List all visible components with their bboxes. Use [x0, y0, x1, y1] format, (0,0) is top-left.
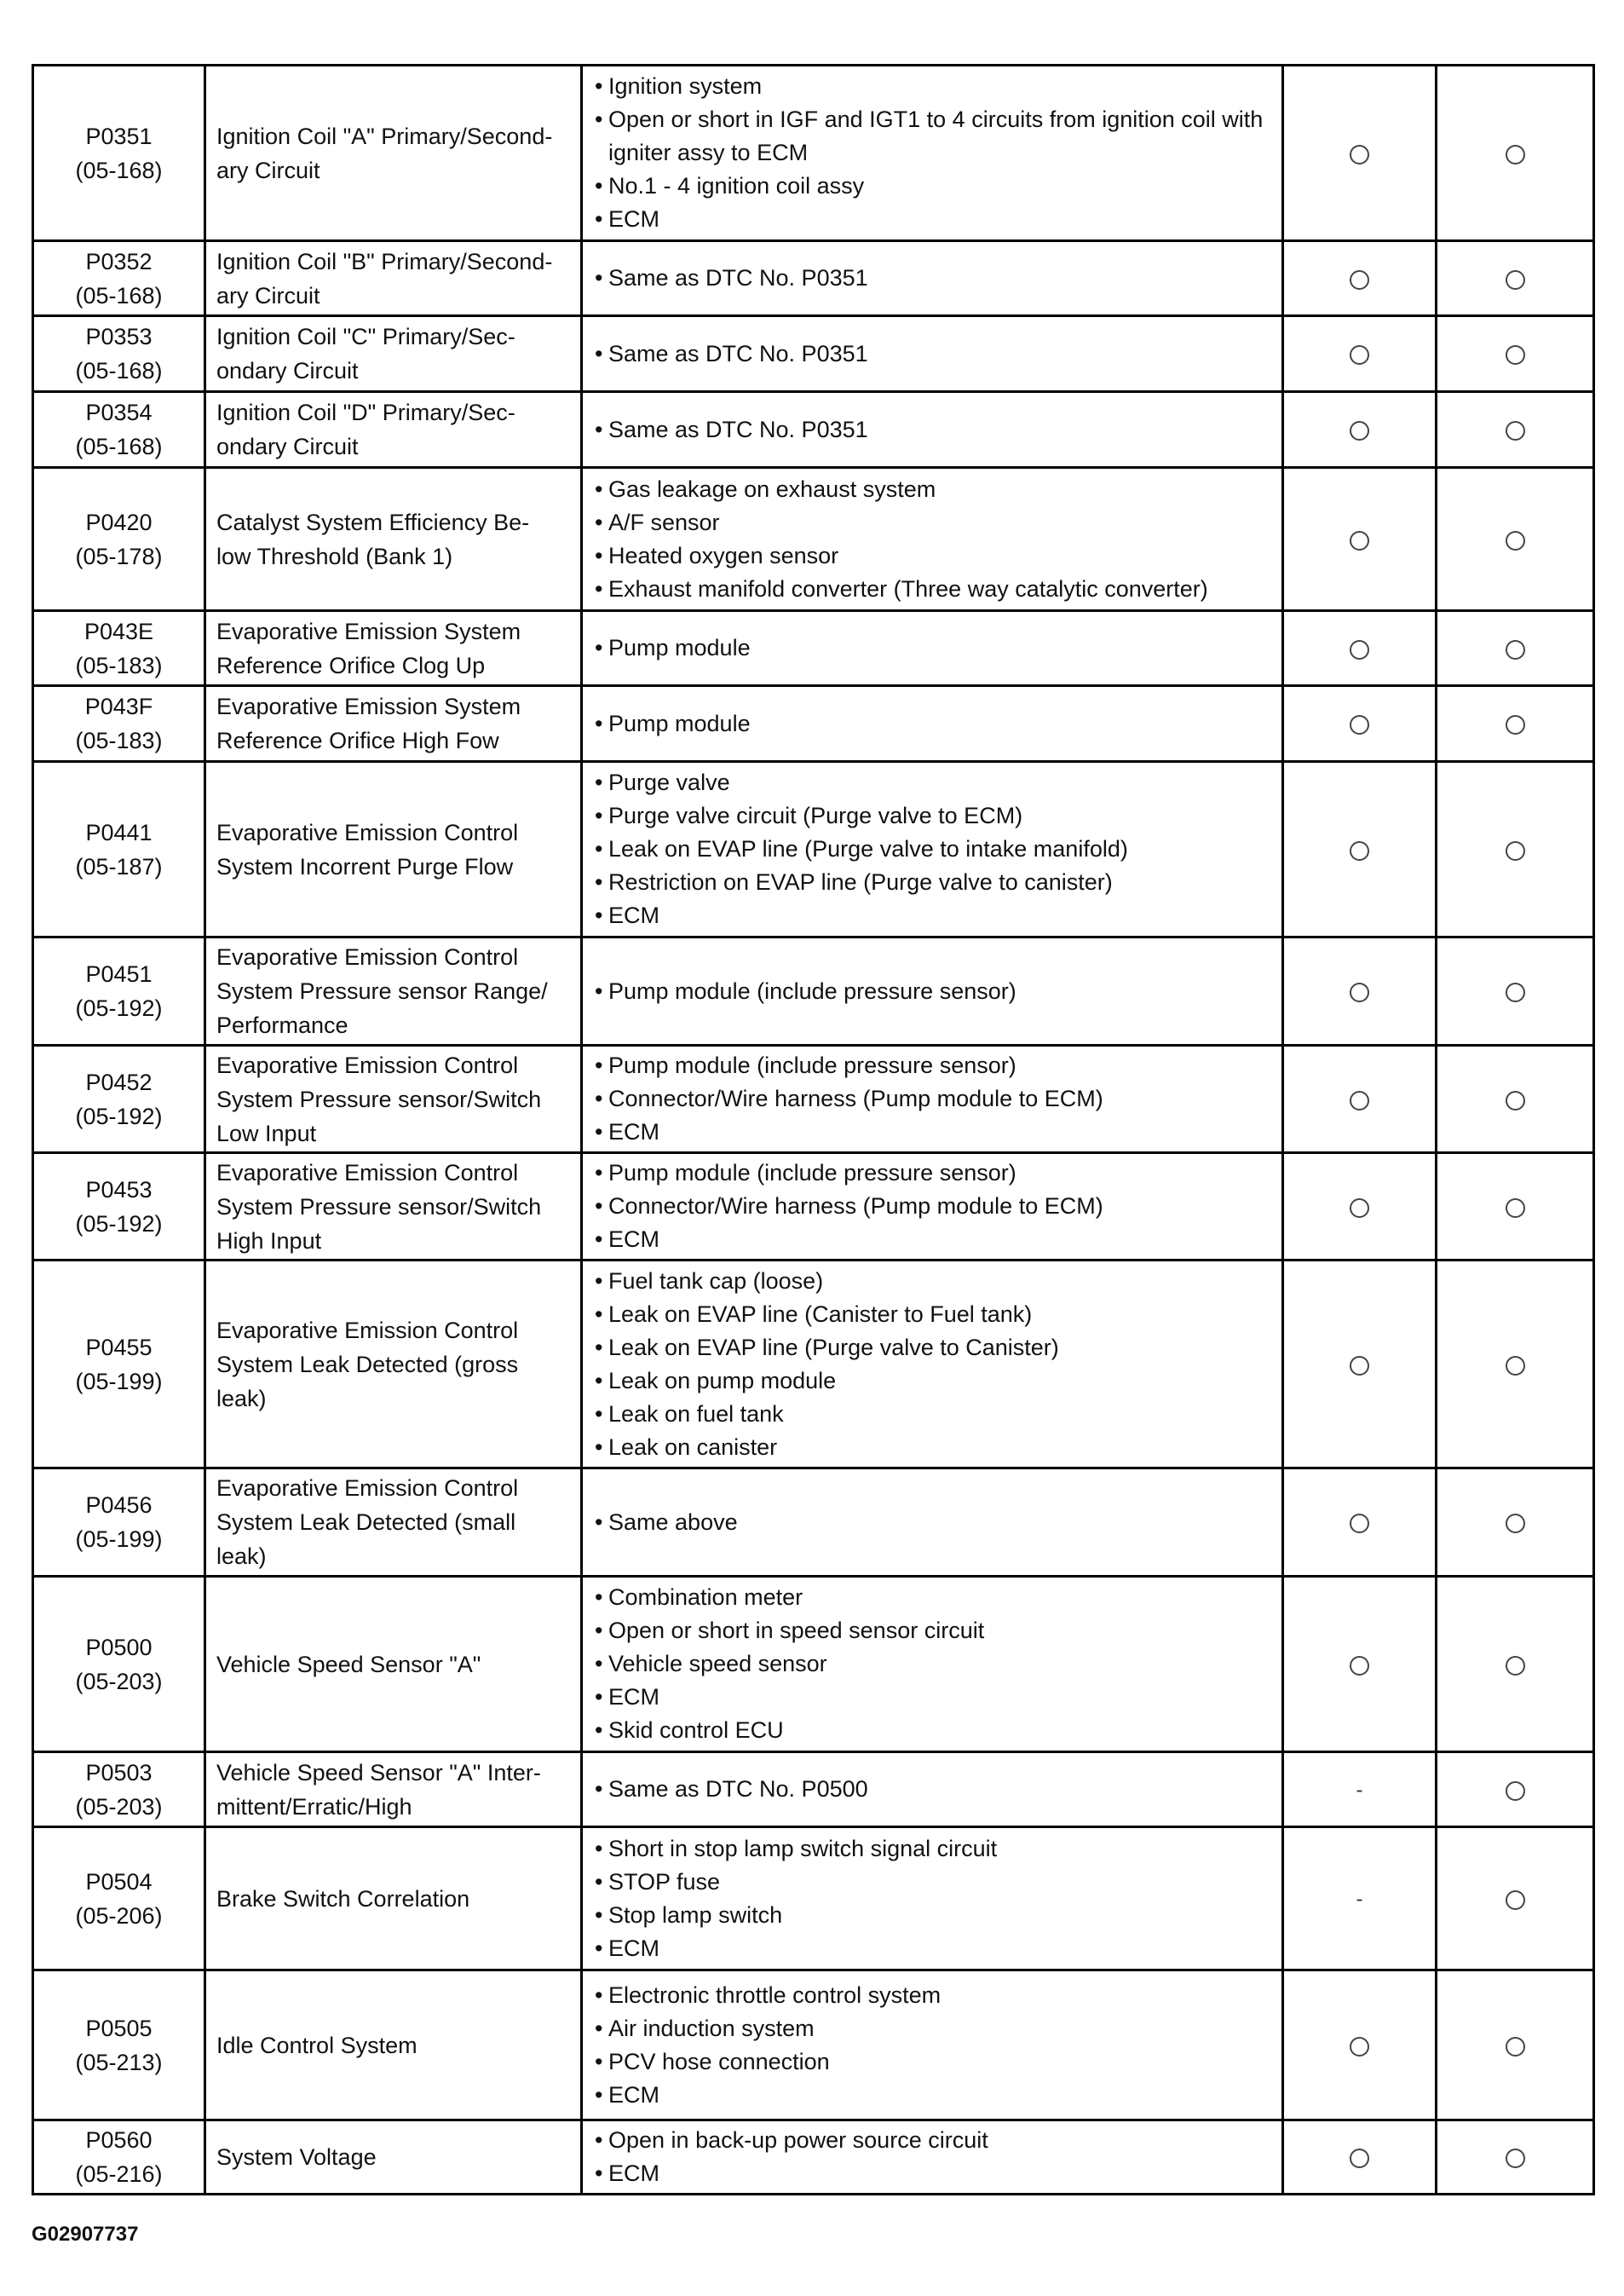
circle-icon	[1350, 421, 1369, 441]
circle-icon	[1350, 1198, 1369, 1218]
dtc-code: P0453	[85, 1176, 153, 1203]
trouble-area-item: • A/F sensor	[595, 506, 1273, 539]
trouble-area-item: • Vehicle speed sensor	[595, 1647, 1273, 1681]
dtc-code-cell	[33, 937, 205, 1046]
dtc-page-ref: (05-168)	[75, 434, 163, 459]
detection-item-cell	[205, 468, 582, 611]
circle-icon	[1350, 1091, 1369, 1111]
table-row	[33, 1468, 1594, 1577]
mil-cell	[1283, 316, 1437, 392]
detection-item-line: Ignition Coil "A" Primary/Second-	[216, 123, 553, 149]
trouble-area-cell	[582, 468, 1283, 611]
memory-cell	[1437, 1046, 1594, 1153]
detection-item-cell	[205, 1260, 582, 1468]
trouble-area-cell	[582, 1827, 1283, 1970]
mil-cell	[1283, 937, 1437, 1046]
trouble-area-item: • Fuel tank cap (loose)	[595, 1265, 1273, 1298]
dtc-code: P0353	[85, 324, 153, 349]
trouble-area-item: • Leak on fuel tank	[595, 1398, 1273, 1431]
trouble-area-item: • Leak on EVAP line (Canister to Fuel tank)	[595, 1298, 1273, 1331]
dtc-code: P0504	[85, 1868, 153, 1895]
trouble-area-list	[595, 1506, 1273, 1539]
dtc-code-cell	[33, 468, 205, 611]
table-row	[33, 762, 1594, 937]
dtc-code: P0452	[85, 1069, 153, 1095]
table-row	[33, 1752, 1594, 1827]
trouble-area-item: • Short in stop lamp switch signal circuit	[595, 1832, 1273, 1866]
trouble-area-item: • STOP fuse	[595, 1866, 1273, 1899]
trouble-area-list	[595, 473, 1273, 606]
detection-item-line: Ignition Coil "D" Primary/Sec-	[216, 400, 515, 425]
dtc-code: P0451	[85, 961, 153, 987]
dtc-page-ref: (05-216)	[75, 2161, 163, 2187]
mil-cell	[1283, 392, 1437, 468]
dtc-code-cell	[33, 1468, 205, 1577]
detection-item-cell	[205, 937, 582, 1046]
trouble-area-item: • ECM	[595, 899, 1273, 932]
circle-icon	[1350, 270, 1369, 290]
dtc-table-body	[33, 66, 1594, 2195]
circle-icon	[1506, 270, 1525, 290]
detection-item-cell	[205, 1827, 582, 1970]
dtc-page-ref: (05-183)	[75, 652, 163, 678]
detection-item-line: ondary Circuit	[216, 358, 359, 384]
trouble-area-item: • ECM	[595, 203, 1273, 236]
dtc-code: P0354	[85, 400, 153, 425]
mil-cell	[1283, 762, 1437, 937]
trouble-area-cell	[582, 1752, 1283, 1827]
memory-cell	[1437, 686, 1594, 762]
detection-item-line: Evaporative Emission Control	[216, 1159, 519, 1185]
trouble-area-item: • No.1 - 4 ignition coil assy	[595, 170, 1273, 203]
table-row	[33, 2120, 1594, 2195]
trouble-area-item: • Gas leakage on exhaust system	[595, 473, 1273, 506]
detection-item-line: Evaporative Emission System	[216, 694, 521, 719]
circle-icon	[1506, 2149, 1525, 2168]
trouble-area-list	[595, 766, 1273, 932]
memory-cell	[1437, 468, 1594, 611]
trouble-area-list	[595, 262, 1273, 295]
circle-icon	[1350, 1656, 1369, 1676]
trouble-area-list	[595, 2124, 1273, 2190]
trouble-area-item: • Same above	[595, 1506, 1273, 1539]
detection-item-line: mittent/Erratic/High	[216, 1793, 412, 1820]
detection-item-line: Reference Orifice Clog Up	[216, 652, 486, 678]
circle-icon	[1350, 640, 1369, 660]
dtc-code: P0420	[85, 509, 153, 535]
memory-cell	[1437, 1827, 1594, 1970]
trouble-area-list	[595, 413, 1273, 447]
memory-cell	[1437, 316, 1594, 392]
table-row	[33, 1153, 1594, 1260]
mil-cell	[1283, 1153, 1437, 1260]
detection-item-line: System Pressure sensor/Switch	[216, 1193, 542, 1220]
trouble-area-item: • Restriction on EVAP line (Purge valve to canister)	[595, 866, 1273, 899]
table-row	[33, 611, 1594, 686]
circle-icon	[1506, 1890, 1525, 1910]
circle-icon	[1506, 145, 1525, 164]
trouble-area-list	[595, 70, 1273, 236]
detection-item-line: ondary Circuit	[216, 434, 359, 459]
circle-icon	[1350, 145, 1369, 164]
dtc-page-ref: (05-206)	[75, 1902, 163, 1929]
trouble-area-item: • Connector/Wire harness (Pump module to ECM)	[595, 1082, 1273, 1116]
detection-item-line: Evaporative Emission Control	[216, 1052, 519, 1078]
table-row	[33, 1827, 1594, 1970]
dtc-page-ref: (05-183)	[75, 728, 163, 753]
memory-cell	[1437, 392, 1594, 468]
mil-cell	[1283, 241, 1437, 316]
trouble-area-cell	[582, 1468, 1283, 1577]
trouble-area-cell	[582, 762, 1283, 937]
trouble-area-item: • Pump module (include pressure sensor)	[595, 975, 1273, 1008]
circle-icon	[1506, 1198, 1525, 1218]
circle-icon	[1506, 421, 1525, 441]
circle-icon	[1506, 1356, 1525, 1376]
trouble-area-item: • Pump module (include pressure sensor)	[595, 1157, 1273, 1190]
dtc-code: P0352	[85, 248, 153, 274]
trouble-area-cell	[582, 241, 1283, 316]
mil-cell	[1283, 1468, 1437, 1577]
trouble-area-cell	[582, 1577, 1283, 1752]
circle-icon	[1506, 640, 1525, 660]
detection-item-line: Ignition Coil "B" Primary/Second-	[216, 248, 553, 274]
dtc-code-cell	[33, 1752, 205, 1827]
dtc-code-cell	[33, 316, 205, 392]
detection-item-cell	[205, 392, 582, 468]
detection-item-line: System Incorrent Purge Flow	[216, 853, 514, 880]
detection-item-cell	[205, 1970, 582, 2120]
trouble-area-cell	[582, 2120, 1283, 2195]
memory-cell	[1437, 66, 1594, 241]
dash-mark: -	[1356, 1779, 1363, 1802]
trouble-area-cell	[582, 937, 1283, 1046]
mil-cell	[1283, 1046, 1437, 1153]
trouble-area-item: • ECM	[595, 1223, 1273, 1256]
memory-cell	[1437, 1468, 1594, 1577]
dtc-page-ref: (05-187)	[75, 853, 163, 880]
circle-icon	[1506, 841, 1525, 861]
table-row	[33, 316, 1594, 392]
dtc-code-cell	[33, 1046, 205, 1153]
trouble-area-cell	[582, 611, 1283, 686]
dtc-code-cell	[33, 1970, 205, 2120]
circle-icon	[1350, 841, 1369, 861]
detection-item-line: Vehicle Speed Sensor "A" Inter-	[216, 1759, 541, 1785]
dtc-page-ref: (05-168)	[75, 358, 163, 384]
mil-cell	[1283, 468, 1437, 611]
memory-cell	[1437, 1752, 1594, 1827]
mil-cell	[1283, 686, 1437, 762]
dtc-page-ref: (05-199)	[75, 1526, 163, 1552]
dtc-code: P043E	[84, 618, 154, 644]
dtc-code-cell	[33, 686, 205, 762]
circle-icon	[1350, 983, 1369, 1002]
dtc-page-ref: (05-203)	[75, 1668, 163, 1694]
detection-item-cell	[205, 1153, 582, 1260]
dtc-page-ref: (05-168)	[75, 282, 163, 309]
dtc-code-cell	[33, 1260, 205, 1468]
dtc-code: P0455	[85, 1334, 153, 1360]
mil-cell	[1283, 66, 1437, 241]
trouble-area-list	[595, 1979, 1273, 2112]
dtc-page-ref: (05-192)	[75, 1210, 163, 1237]
trouble-area-item: • Open or short in speed sensor circuit	[595, 1614, 1273, 1647]
dtc-code: P0505	[85, 2015, 153, 2041]
trouble-area-item: • ECM	[595, 2079, 1273, 2112]
detection-item-line: High Input	[216, 1227, 322, 1254]
dtc-code-cell	[33, 611, 205, 686]
trouble-area-item: • Skid control ECU	[595, 1714, 1273, 1747]
trouble-area-item: • Pump module	[595, 632, 1273, 665]
detection-item-line: leak)	[216, 1385, 267, 1411]
dtc-code: P0503	[85, 1759, 153, 1785]
mil-cell	[1283, 1827, 1437, 1970]
dtc-page-ref: (05-199)	[75, 1368, 163, 1394]
memory-cell	[1437, 937, 1594, 1046]
circle-icon	[1506, 531, 1525, 551]
figure-id: G02907737	[32, 2223, 139, 2246]
detection-item-cell	[205, 686, 582, 762]
circle-icon	[1506, 983, 1525, 1002]
dtc-code: P0456	[85, 1492, 153, 1518]
trouble-area-cell	[582, 1260, 1283, 1468]
trouble-area-cell	[582, 1046, 1283, 1153]
circle-icon	[1350, 715, 1369, 735]
dtc-page-ref: (05-203)	[75, 1793, 163, 1820]
trouble-area-item: • Electronic throttle control system	[595, 1979, 1273, 2012]
trouble-area-cell	[582, 686, 1283, 762]
detection-item-cell	[205, 66, 582, 241]
trouble-area-cell	[582, 1153, 1283, 1260]
detection-item-line: ary Circuit	[216, 157, 320, 183]
trouble-area-list	[595, 1157, 1273, 1256]
trouble-area-item: • Stop lamp switch	[595, 1899, 1273, 1932]
trouble-area-item: • Open in back-up power source circuit	[595, 2124, 1273, 2157]
circle-icon	[1506, 715, 1525, 735]
trouble-area-item: • ECM	[595, 2157, 1273, 2190]
table-row	[33, 392, 1594, 468]
trouble-area-item: • Connector/Wire harness (Pump module to ECM)	[595, 1190, 1273, 1223]
circle-icon	[1350, 1356, 1369, 1376]
dtc-code-cell	[33, 1577, 205, 1752]
detection-item-line: Reference Orifice High Fow	[216, 728, 499, 753]
trouble-area-cell	[582, 1970, 1283, 2120]
trouble-area-list	[595, 1265, 1273, 1464]
detection-item-line: System Voltage	[216, 2144, 377, 2170]
trouble-area-item: • Leak on canister	[595, 1431, 1273, 1464]
trouble-area-list	[595, 632, 1273, 665]
mil-cell	[1283, 1260, 1437, 1468]
memory-cell	[1437, 2120, 1594, 2195]
trouble-area-item: • ECM	[595, 1932, 1273, 1965]
detection-item-cell	[205, 1752, 582, 1827]
memory-cell	[1437, 1577, 1594, 1752]
trouble-area-item: • Same as DTC No. P0500	[595, 1773, 1273, 1806]
table-row	[33, 937, 1594, 1046]
trouble-area-item: • Same as DTC No. P0351	[595, 413, 1273, 447]
dtc-page-ref: (05-192)	[75, 995, 163, 1021]
table-row	[33, 1046, 1594, 1153]
trouble-area-item: • Leak on EVAP line (Purge valve to intake manifold)	[595, 833, 1273, 866]
dtc-code-cell	[33, 392, 205, 468]
detection-item-line: Evaporative Emission Control	[216, 819, 519, 845]
detection-item-line: Low Input	[216, 1120, 317, 1146]
dtc-code: P0560	[85, 2127, 153, 2153]
memory-cell	[1437, 1153, 1594, 1260]
circle-icon	[1350, 1514, 1369, 1533]
table-row	[33, 686, 1594, 762]
dtc-code-cell	[33, 1153, 205, 1260]
trouble-area-list	[595, 1832, 1273, 1965]
dtc-page-ref: (05-178)	[75, 543, 163, 569]
circle-icon	[1506, 345, 1525, 365]
trouble-area-item: • PCV hose connection	[595, 2045, 1273, 2079]
trouble-area-item: • Leak on EVAP line (Purge valve to Canister)	[595, 1331, 1273, 1364]
detection-item-line: System Pressure sensor/Switch	[216, 1086, 542, 1112]
trouble-area-list	[595, 1049, 1273, 1149]
trouble-area-list	[595, 707, 1273, 741]
trouble-area-item: • Ignition system	[595, 70, 1273, 103]
dtc-table	[32, 64, 1595, 2195]
circle-icon	[1506, 2037, 1525, 2057]
trouble-area-item: • Combination meter	[595, 1581, 1273, 1614]
circle-icon	[1506, 1781, 1525, 1801]
circle-icon	[1506, 1656, 1525, 1676]
trouble-area-list	[595, 1581, 1273, 1747]
memory-cell	[1437, 762, 1594, 937]
detection-item-line: System Pressure sensor Range/	[216, 978, 548, 1004]
mil-cell	[1283, 1752, 1437, 1827]
circle-icon	[1350, 2037, 1369, 2057]
detection-item-line: Brake Switch Correlation	[216, 1885, 470, 1912]
detection-item-line: Evaporative Emission Control	[216, 1317, 519, 1343]
circle-icon	[1506, 1514, 1525, 1533]
table-row	[33, 1577, 1594, 1752]
trouble-area-item: • ECM	[595, 1681, 1273, 1714]
detection-item-line: System Leak Detected (gross	[216, 1351, 519, 1377]
detection-item-line: Idle Control System	[216, 2032, 418, 2058]
detection-item-cell	[205, 316, 582, 392]
detection-item-line: Evaporative Emission Control	[216, 1475, 519, 1501]
dtc-code: P0351	[85, 123, 153, 149]
trouble-area-cell	[582, 66, 1283, 241]
detection-item-cell	[205, 762, 582, 937]
trouble-area-list	[595, 337, 1273, 371]
detection-item-cell	[205, 2120, 582, 2195]
dtc-code: P043F	[84, 694, 153, 719]
memory-cell	[1437, 241, 1594, 316]
memory-cell	[1437, 1260, 1594, 1468]
detection-item-line: System Leak Detected (small	[216, 1509, 516, 1535]
trouble-area-item: • Air induction system	[595, 2012, 1273, 2045]
dtc-code-cell	[33, 66, 205, 241]
detection-item-line: leak)	[216, 1543, 267, 1569]
trouble-area-item: • Open or short in IGF and IGT1 to 4 circuits from ignition coil with igniter assy to ECM	[595, 103, 1273, 170]
trouble-area-item: • Heated oxygen sensor	[595, 539, 1273, 573]
table-row	[33, 241, 1594, 316]
detection-item-line: Vehicle Speed Sensor "A"	[216, 1651, 481, 1677]
circle-icon	[1350, 2149, 1369, 2168]
trouble-area-item: • Purge valve circuit (Purge valve to ECM)	[595, 799, 1273, 833]
table-row	[33, 1970, 1594, 2120]
mil-cell	[1283, 1577, 1437, 1752]
table-row	[33, 468, 1594, 611]
dtc-code-cell	[33, 2120, 205, 2195]
detection-item-line: Ignition Coil "C" Primary/Sec-	[216, 324, 515, 349]
detection-item-cell	[205, 1577, 582, 1752]
trouble-area-list	[595, 1773, 1273, 1806]
detection-item-cell	[205, 1046, 582, 1153]
memory-cell	[1437, 1970, 1594, 2120]
trouble-area-item: • ECM	[595, 1116, 1273, 1149]
table-row	[33, 66, 1594, 241]
detection-item-line: Evaporative Emission System	[216, 618, 521, 644]
trouble-area-item: • Pump module	[595, 707, 1273, 741]
mil-cell	[1283, 1970, 1437, 2120]
trouble-area-item: • Pump module (include pressure sensor)	[595, 1049, 1273, 1082]
detection-item-line: Catalyst System Efficiency Be-	[216, 509, 530, 535]
detection-item-line: Evaporative Emission Control	[216, 944, 519, 970]
dtc-code: P0441	[85, 819, 153, 845]
trouble-area-item: • Same as DTC No. P0351	[595, 262, 1273, 295]
trouble-area-item: • Exhaust manifold converter (Three way catalytic converter)	[595, 573, 1273, 606]
dtc-page-ref: (05-213)	[75, 2049, 163, 2075]
circle-icon	[1506, 1091, 1525, 1111]
trouble-area-item: • Purge valve	[595, 766, 1273, 799]
circle-icon	[1350, 345, 1369, 365]
dtc-code-cell	[33, 241, 205, 316]
dtc-code: P0500	[85, 1634, 153, 1660]
trouble-area-item: • Leak on pump module	[595, 1364, 1273, 1398]
dtc-page-ref: (05-192)	[75, 1103, 163, 1129]
detection-item-cell	[205, 1468, 582, 1577]
trouble-area-cell	[582, 392, 1283, 468]
detection-item-cell	[205, 241, 582, 316]
trouble-area-item: • Same as DTC No. P0351	[595, 337, 1273, 371]
mil-cell	[1283, 611, 1437, 686]
trouble-area-cell	[582, 316, 1283, 392]
dtc-code-cell	[33, 762, 205, 937]
circle-icon	[1350, 531, 1369, 551]
table-row	[33, 1260, 1594, 1468]
detection-item-line: low Threshold (Bank 1)	[216, 543, 453, 569]
dash-mark: -	[1356, 1888, 1363, 1911]
detection-item-cell	[205, 611, 582, 686]
mil-cell	[1283, 2120, 1437, 2195]
memory-cell	[1437, 611, 1594, 686]
detection-item-line: Performance	[216, 1012, 348, 1038]
dtc-code-cell	[33, 1827, 205, 1970]
dtc-page-ref: (05-168)	[75, 157, 163, 183]
trouble-area-list	[595, 975, 1273, 1008]
detection-item-line: ary Circuit	[216, 282, 320, 309]
